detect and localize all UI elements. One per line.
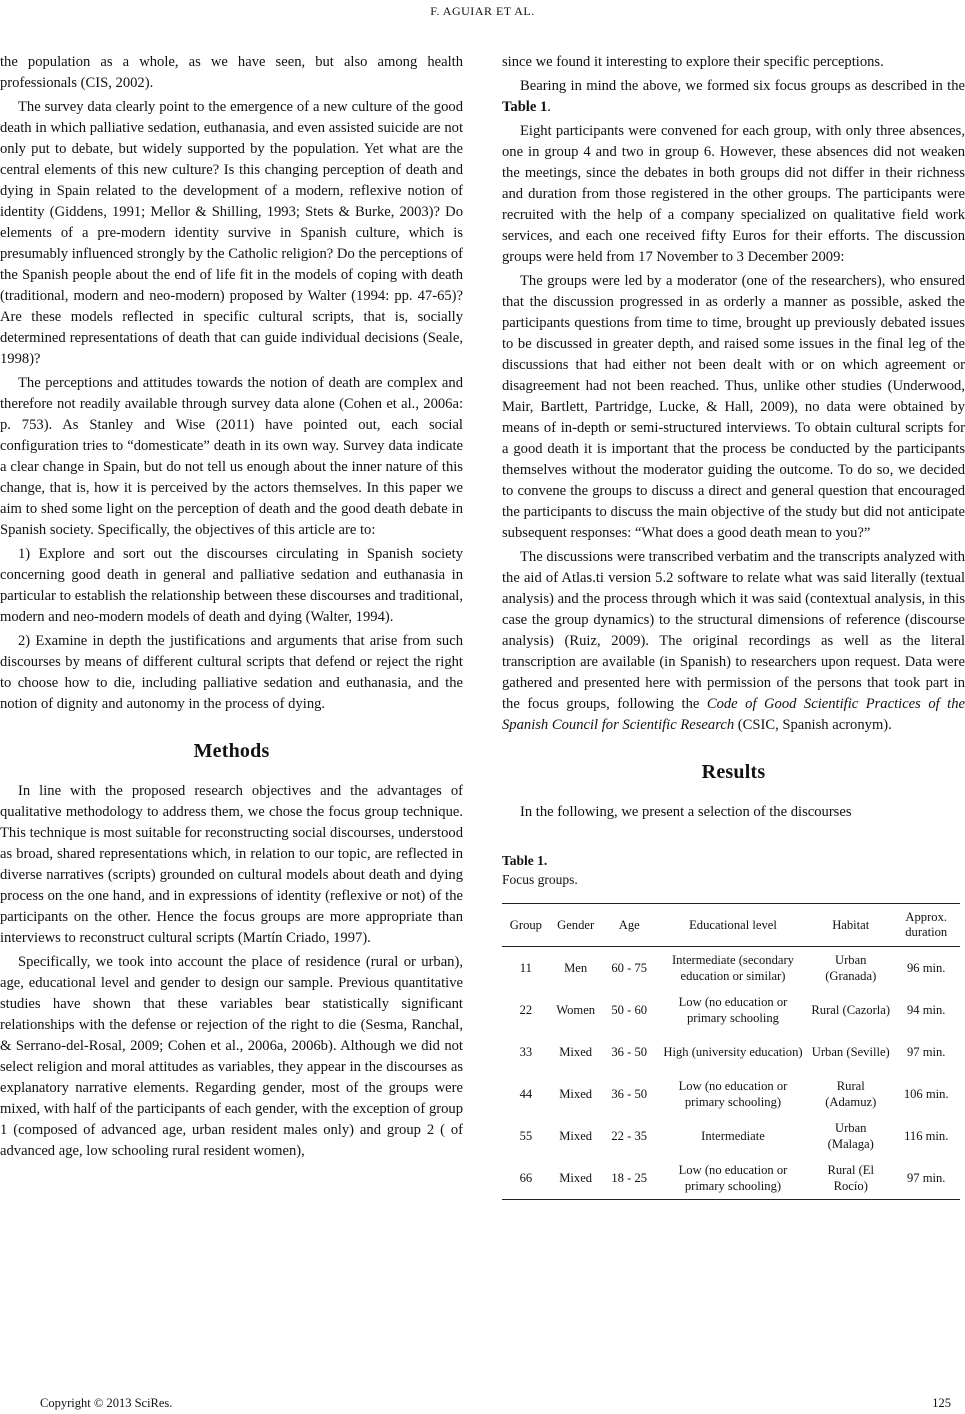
table-cell: 97 min. [906, 1045, 946, 1059]
column-header: Age [602, 904, 657, 947]
table-cell: Rural (El Rocío) [809, 1157, 892, 1200]
body-paragraph [502, 547, 965, 736]
table-cell: Low (no education or primary schooling [678, 995, 788, 1025]
body-paragraph: The groups were led by a moderator (one of the researchers), who ensured that the discussion progressed in as orderly a manner as possible, asked the participants questions from time to time, brought up previously debated issues to be discussed in greater depth, and raised some issues in the final leg of the discussions that had either not been dealt with or on which agreement or disagreement had not been reached. Thus, unlike other studies (Underwood, Mair, Bartlett, Partridge, Lucke, & Hall, 2009), no data were obtained by means of in-depth or semi-structured interviews. To obtain cultural scripts for a good death it is important that the process be conducted by the participants themselves without the moderator guiding the outcome. To do so, we decided to convene the groups to discuss a direct and general question that encouraged the participants to discuss the main objective of the study but did not anticipate subsequent responses: “What does a good death mean to you?” [502, 273, 965, 541]
table-cell: 33 [519, 1045, 533, 1059]
table-cell: 116 min. [904, 1129, 949, 1143]
objective-2-paragraph: 2) Examine in depth the justifications and arguments that arise from such discourses by means of different cultural scripts that defend or reject the right to choose how to die, including palliative sedation and euthanasia, and the notion of dignity and autonomy in the process of dying. [0, 633, 463, 712]
table-cell: 22 [519, 1003, 533, 1017]
table-row [502, 1157, 960, 1200]
body-paragraph: In line with the proposed research objectives and the advantages of qualitative methodology to address them, we chose the focus group technique. This technique is most suitable for reconstructing social discourses, understood as broad, shared representations which, in relation to our topic, are reflected in diverse narratives (scripts) grounded on cultural models about death and dying process on the one hand, and in expressions of identity (reflexive or not) of the participants on the other. Hence the focus groups are more appropriate than interviews to reconstruct cultural scripts (Martín Criado, 1997). [0, 783, 463, 946]
body-paragraph: Eight participants were convened for each group, with only three absences, one in group 4 and two in group 6. However, these absences did not weaken the meetings, since the debates in both groups did not differ in their richness and duration from those registered in the other groups. The participants were recruited with the help of a company specialized on qualitative field work services, and each one received fifty Euros for their efforts. The discussion groups were held from 17 November to 3 December 2009: [502, 123, 965, 265]
table-row [502, 989, 960, 1031]
table-cell: Urban (Malaga) [827, 1121, 874, 1151]
column-header: Gender [550, 904, 602, 947]
running-header: F. AGUIAR ET AL. [430, 4, 535, 18]
table-cell: 11 [519, 961, 532, 975]
table-cell: 106 min. [903, 1087, 949, 1101]
body-paragraph: In the following, we present a selection of the discourses [520, 804, 852, 820]
methods-heading: Methods [193, 740, 270, 762]
table-cell: Women [556, 1003, 596, 1017]
table-cell: 94 min. [906, 1003, 946, 1017]
right-column [502, 52, 965, 1200]
text-run: (CSIC, Spanish acronym). [734, 717, 892, 733]
table-cell: 22 - 35 [611, 1129, 648, 1143]
table-cell: Mixed [559, 1045, 593, 1059]
column-header: Educational level [657, 904, 809, 947]
table-cell: 66 [502, 1157, 550, 1200]
table-cell: Intermediate (secondary education or similar) [671, 953, 794, 983]
table-cell: Urban (Seville) [811, 1045, 890, 1059]
table-cell: 36 - 50 [611, 1087, 648, 1101]
italic-citation: Code of Good Scientific Practices of the Spanish Council for Scientific Research [502, 696, 965, 733]
table-cell: Low (no education or primary schooling) [657, 1157, 809, 1200]
table-cell: 50 - 60 [611, 1003, 648, 1017]
table-cell: Mixed [550, 1157, 602, 1200]
table-cell: 55 [519, 1129, 533, 1143]
text-run: The discussions were transcribed verbatim and the transcripts analyzed with the aid of Atlas.ti version 5.2 software to relate what was said literally (textual analysis) and the process through which it was said (contextual analysis, in this case the group dynamics) to the structural dimensions of reference (discourse analysis) (Ruiz, 2009). The original recordings as well as the literal transcription are available (in Spanish) to researchers upon request. Data were gathered and presented here with permission of the persons that took part in the focus groups, following the [502, 549, 965, 712]
body-paragraph: since we found it interesting to explore their specific perceptions. [502, 54, 884, 70]
column-header: Habitat [809, 904, 892, 947]
table-cell: Mixed [559, 1087, 593, 1101]
table-row [502, 1115, 960, 1157]
table-cell: Rural (Cazorla) [811, 1003, 891, 1017]
column-header: Group [502, 904, 550, 947]
table-row [502, 1073, 960, 1115]
table-row [502, 1031, 960, 1073]
column-header: Approx. duration [892, 904, 960, 947]
table-cell: 18 - 25 [602, 1157, 657, 1200]
table-cell: Urban (Granada) [825, 953, 877, 983]
table-header-row [502, 904, 960, 947]
table-cell: High (university education) [663, 1045, 803, 1059]
table-cell: Men [564, 961, 588, 975]
body-paragraph: Specifically, we took into account the place of residence (rural or urban), age, educational level and gender to design our sample. Previous quantitative studies have shown that these variables bear statistically significant relationships with the defense or rejection of the right to die (Sesma, Ranchal, & Serrano-del-Rosal, 2009; Cohen et al., 2006a, 2006b). Although we did not select religion and moral attitudes as variables, they appear in the discourses as explanatory narrative elements. Regarding gender, most of the groups were mixed, with half of the participants of each gender, with the exception of group 1 (composed of advanced age, urban resident males only) and group 2 ( of advanced age, low schooling rural resident women), [0, 954, 463, 1159]
table-cell: 96 min. [906, 961, 946, 975]
table-cell: Rural (Adamuz) [825, 1079, 877, 1109]
table-label: Table 1. [502, 853, 548, 868]
results-heading: Results [701, 761, 766, 783]
table-cell: 44 [519, 1087, 533, 1101]
copyright-footer: Copyright © 2013 SciRes. [40, 1396, 173, 1410]
left-column [0, 52, 463, 1162]
focus-groups-table [502, 903, 960, 1200]
table-cell: Low (no education or primary schooling) [678, 1079, 788, 1109]
table-cell: 97 min. [892, 1157, 960, 1200]
table-cell: Mixed [559, 1129, 593, 1143]
table-cell: 60 - 75 [611, 961, 648, 975]
table-row [502, 947, 960, 990]
table-reference: Table 1 [502, 99, 548, 115]
text-run: Bearing in mind the above, we formed six focus groups as described in the [520, 78, 965, 94]
table-cell: Intermediate [701, 1129, 765, 1143]
body-paragraph: The survey data clearly point to the emergence of a new culture of the good death in which palliative sedation, euthanasia, and even assisted suicide are not only put to debate, but widely supported by the population. Yet what are the central elements of this new culture? Is this changing perception of death and dying in Spain related to the development of a modern, reflexive notion of identity (Giddens, 1991; Mellor & Shilling, 1993; Stets & Burke, 2003)? Do elements of a pre-modern identity survive in Spanish culture, which is presumably influenced strongly by the Catholic religion? Do the perceptions of the Spanish people about the end of life fit in the models of coping with death (traditional, modern and neo-modern) proposed by Walter (1994: pp. 47-65)? Are these models reflected in specific cultural scripts, that is, socially determined representations of death that can guide individual decisions (Seale, 1998)? [0, 99, 463, 367]
body-paragraph: the population as a whole, as we have seen, but also among health professionals (CIS, 2002). [0, 54, 463, 91]
page-number: 125 [932, 1396, 951, 1410]
objective-1-paragraph: 1) Explore and sort out the discourses circulating in Spanish society concerning good death in general and palliative sedation and euthanasia in particular to establish the relationship between these discourses and traditional, modern and neo-modern models of death and dying (Walter, 1994). [0, 546, 463, 625]
body-paragraph: The perceptions and attitudes towards the notion of death are complex and therefore not readily available through survey data alone (Cohen et al., 2006a: p. 753). As Stanley and Wise (2011) have pointed out, each social configuration tries to “domesticate” death in its own way. Survey data indicate a clear change in Spain, but do not tell us enough about the inner nature of this change, that is, how it is perceived by the actors themselves. In this paper we aim to shed some light on the perception of death and the good death debate in Spanish society. Specifically, the objectives of this article are to: [0, 375, 463, 538]
table-caption: Focus groups. [502, 872, 578, 887]
text-run: . [547, 99, 551, 115]
body-paragraph [502, 76, 965, 118]
table-cell: 36 - 50 [611, 1045, 648, 1059]
